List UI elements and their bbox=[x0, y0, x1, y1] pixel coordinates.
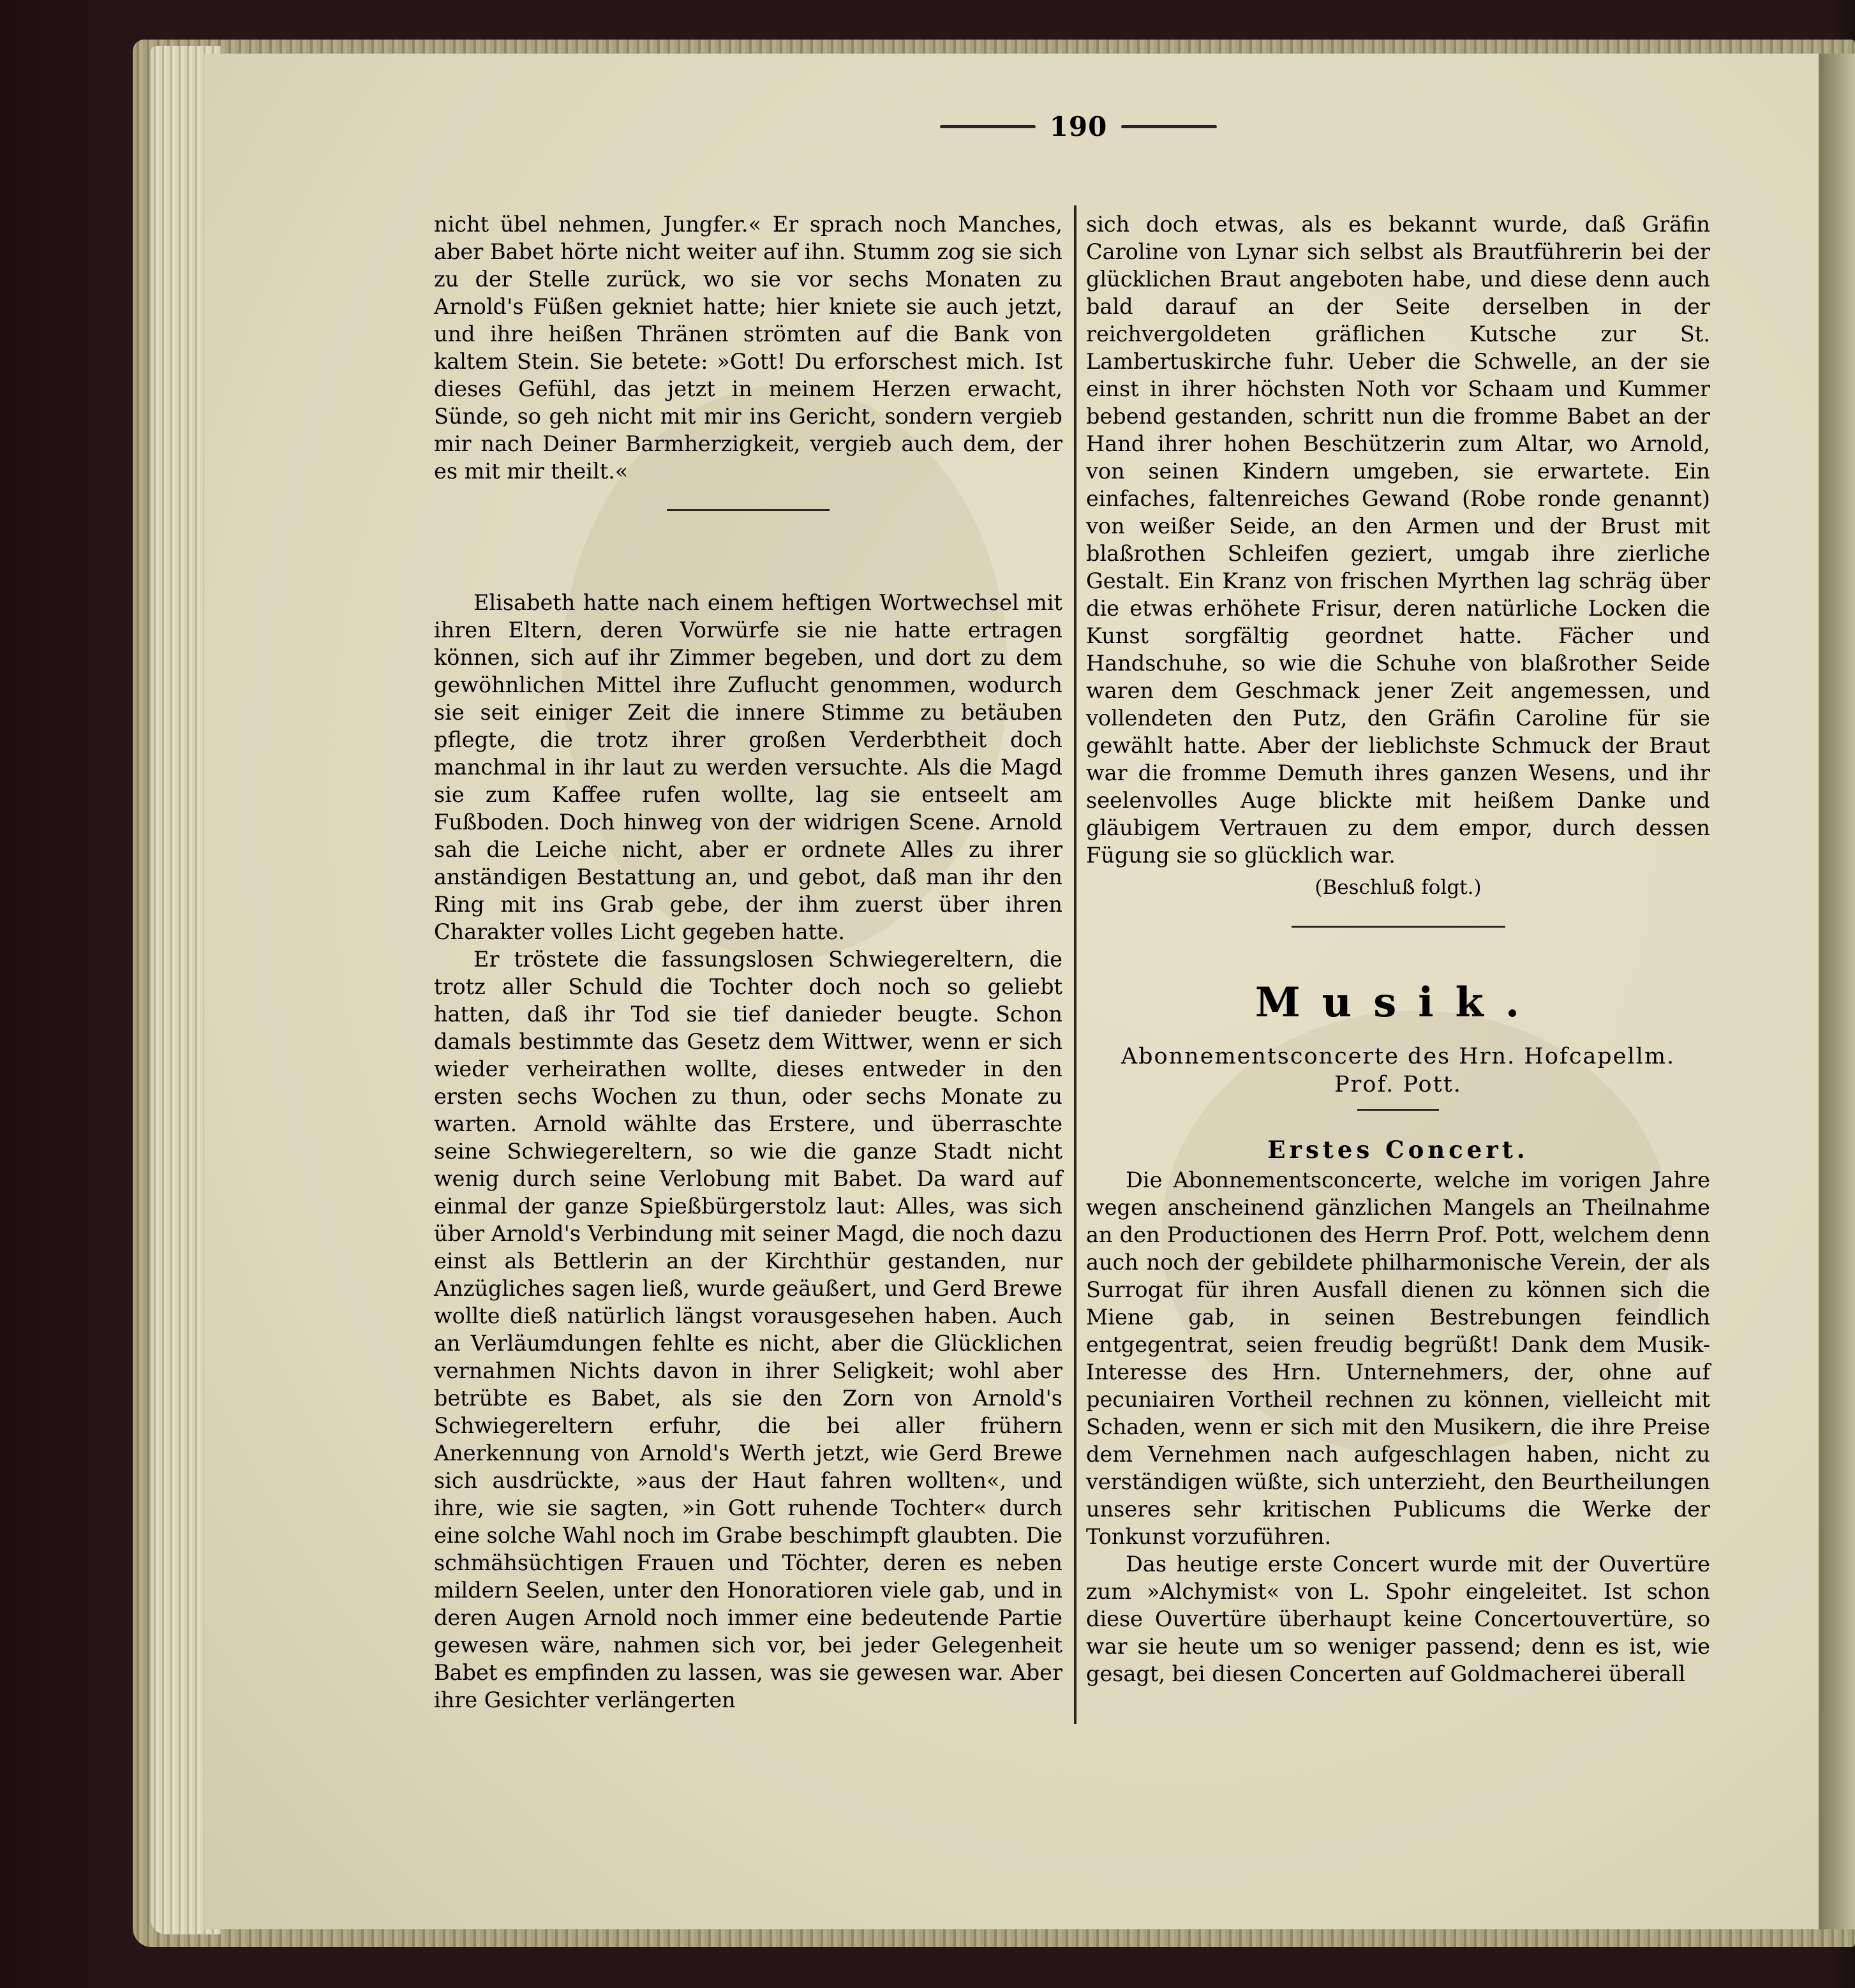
subtitle-line: Abonnementsconcerte des Hrn. Hofcapellm. bbox=[1121, 1044, 1676, 1069]
section-title: Musik. bbox=[1255, 979, 1542, 1027]
header-rule-right bbox=[1121, 125, 1217, 128]
subtitle-line: Prof. Pott. bbox=[1334, 1072, 1462, 1097]
paragraph: Elisabeth hatte nach einem heftigen Wortwechsel mit ihren Eltern, deren Vorwürfe sie nie hatte ertragen können, sich auf ihr Zimmer begeben, und dort zu dem gewöhnlichen Mittel ihre Zuflucht genommen, wodurch sie seit einiger Zeit die innere Stimme zu betäuben pflegte, die trotz ihrer großen Verderbtheit doch manchmal in ihr laut zu werden versuchte. Als die Magd sie zum Kaffee rufen wollte, lag sie entseelt am Fußboden. Doch hinweg von der widrigen Scene. Arnold sah die Leiche nicht, aber er ordnete Alles zu ihrer anständigen Bestattung an, und gebot, daß man ihr den Ring mit ins Grab gebe, der ihm zuerst über ihren Charakter volles Licht gegeben hatte. bbox=[434, 590, 1062, 944]
left-column bbox=[434, 211, 1062, 1714]
right-column bbox=[1086, 211, 1710, 1688]
article-subtitle bbox=[1086, 1042, 1710, 1099]
heading-separator bbox=[1357, 1109, 1439, 1111]
section-separator bbox=[667, 509, 830, 511]
paragraph: Das heutige erste Concert wurde mit der Ouvertüre zum »Alchymist« von L. Spohr eingeleitet. Ist schon diese Ouvertüre überhaupt keine Concertouvertüre, so war sie heute um so weniger passend; denn es ist, wie gesagt, bei diesen Concerten auf Goldmacherei überall bbox=[1086, 1552, 1710, 1686]
header-rule-left bbox=[940, 125, 1036, 128]
section-separator bbox=[1292, 926, 1505, 928]
concert-heading: Erstes Concert. bbox=[1267, 1136, 1529, 1164]
paragraph: Er tröstete die fassungslosen Schwiegereltern, die trotz aller Schuld die Tochter doch noch so geliebt hatten, daß ihr Tod sie tief danieder beugte. Schon damals bestimmte das Gesetz dem Wittwer, wenn er sich wieder verheirathen wollte, dieses entweder in den ersten sechs Wochen zu thun, oder sechs Monate zu warten. Arnold wählte das Erstere, und überraschte seine Schwiegereltern, so wie die ganze Stadt nicht wenig durch seine Verlobung mit Babet. Da ward auf einmal der ganze Spießbürgerstolz laut: Alles, was sich über Arnold's Verbindung mit seiner Magd, die noch dazu einst als Bettlerin an der Kirchthür gestanden, nur Anzügliches sagen ließ, wurde geäußert, und Gerd Brewe wollte dieß natürlich längst vorausgesehen haben. Auch an Verläumdungen fehlte es nicht, aber die Glücklichen vernahmen Nichts davon in ihrer Seligkeit; wohl aber betrübte es Babet, als sie den Zorn von Arnold's Schwiegereltern erfuhr, die bei aller frühern Anerkennung von Arnold's Werth jetzt, wie Gerd Brewe sich ausdrückte, »aus der Haut fahren wollten«, und ihre, wie sie sagten, »in Gott ruhende Tochter« durch eine solche Wahl noch im Grabe beschimpft glaubten. Die schmähsüchtigen Frauen und Töchter, deren es neben mildern Seelen, unter den Honoratioren viele gab, und in deren Augen Arnold noch immer eine bedeutende Partie gewesen wäre, nahmen sich vor, bei jeder Gelegenheit Babet es empfinden zu lassen, was sie gewesen war. Aber ihre Gesichter verlängerten bbox=[434, 947, 1062, 1712]
paragraph: Die Abonnementsconcerte, welche im vorigen Jahre wegen anscheinend gänzlichen Mangels an Theilnahme an den Productionen des Herrn Prof. Pott, welchem denn auch noch der gebildete philharmonische Verein, der als Surrogat für ihren Ausfall dienen zu können sich die Miene gab, in seinen Bestrebungen feindlich entgegentrat, seien freudig begrüßt! Dank dem Musik-Interesse des Hrn. Unternehmers, der, ohne auf pecuniairen Vortheil rechnen zu können, vielleicht mit Schaden, wenn er sich mit den Musikern, die ihre Preise dem Vernehmen nach aufgeschlagen haben, nicht zu verständigen wüßte, sich unterzieht, den Beurtheilungen unseres sehr kritischen Publicums die Werke der Tonkunst vorzuführen. bbox=[1086, 1168, 1710, 1549]
paragraph: sich doch etwas, als es bekannt wurde, daß Gräfin Caroline von Lynar sich selbst als Brautführerin bei der glücklichen Braut angeboten habe, und diese denn auch bald darauf an der Seite derselben in der reichvergoldeten gräflichen Kutsche zur St. Lambertuskirche fuhr. Ueber die Schwelle, an der sie einst in ihrer höchsten Noth vor Schaam und Kummer bebend gestanden, schritt nun die fromme Babet an der Hand ihrer hohen Beschützerin zum Altar, wo Arnold, von seinen Kindern umgeben, sie erwartete. Ein einfaches, faltenreiches Gewand (Robe ronde genannt) von weißer Seide, an den Armen und der Brust mit blaßrothen Schleifen geziert, umgab ihre zierliche Gestalt. Ein Kranz von frischen Myrthen lag schräg über die etwas erhöhete Frisur, deren natürliche Locken die Kunst sorgfältig geordnet hatte. Fächer und Handschuhe, so wie die Schuhe von blaßrother Seide waren dem Geschmack jener Zeit angemessen, und vollendeten den Putz, den Gräfin Caroline für sie gewählt hatte. Aber der lieblichste Schmuck der Braut war die fromme Demuth ihres ganzen Wesens, und ihr seelenvolles Auge blickte mit heißem Danke und gläubigem Vertrauen zu dem empor, durch dessen Fügung sie so glücklich war. bbox=[1086, 212, 1710, 868]
column-divider bbox=[1074, 205, 1076, 1724]
page-header bbox=[842, 107, 1315, 145]
paragraph: nicht übel nehmen, Jungfer.« Er sprach noch Manches, aber Babet hörte nicht weiter auf ihn. Stumm zog sie sich zu der Stelle zurück, wo sie vor sechs Monaten zu Arnold's Füßen gekniet hatte; hier kniete sie auch jetzt, und ihre heißen Thränen strömten auf die Bank von kaltem Stein. Sie betete: »Gott! Du erforschest mich. Ist dieses Gefühl, das jetzt in meinem Herzen erwacht, Sünde, so geh nicht mit mir ins Gericht, sondern vergieb mir nach Deiner Barmherzigkeit, vergieb auch dem, der es mit mir theilt.« bbox=[434, 212, 1062, 484]
page-number: 190 bbox=[1049, 110, 1108, 142]
next-page-edge bbox=[1819, 54, 1855, 1929]
continued-note: (Beschluß folgt.) bbox=[1315, 876, 1482, 899]
